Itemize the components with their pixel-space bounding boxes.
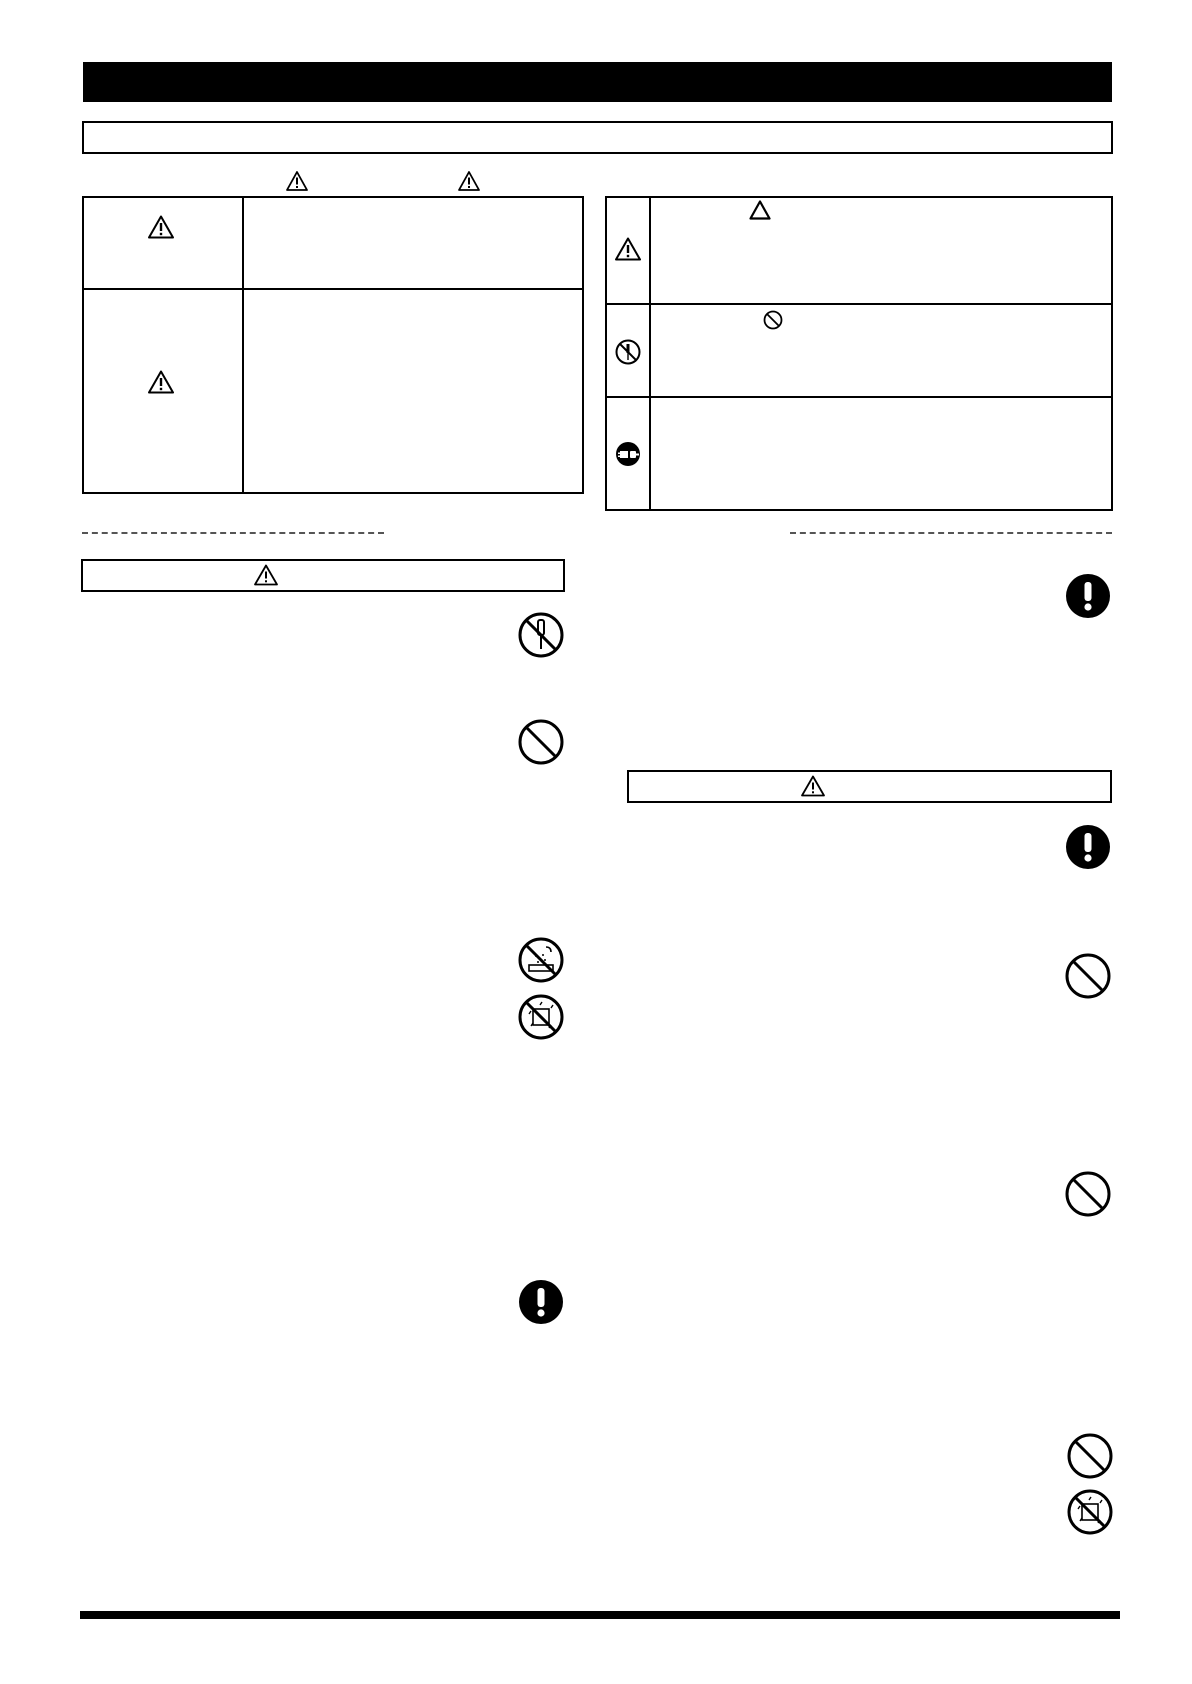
dashed-separator	[82, 532, 384, 534]
warning-heading-box	[81, 559, 565, 592]
caution-heading-box	[627, 770, 1112, 803]
symbols-table-divider	[649, 197, 651, 510]
mandatory-exclamation-icon	[1064, 823, 1112, 871]
mandatory-exclamation-icon	[1064, 572, 1112, 620]
warning-caution-legend-table	[82, 196, 584, 494]
prohibition-circle-icon	[1064, 952, 1112, 1000]
prohibition-circle-icon	[1064, 1170, 1112, 1218]
prohibition-circle-icon	[762, 309, 784, 331]
prohibition-circle-icon	[1066, 1432, 1114, 1480]
unplug-icon	[614, 440, 642, 468]
caution-icon	[457, 170, 481, 192]
warning-icon	[147, 214, 175, 240]
no-disassemble-icon	[517, 611, 565, 659]
caution-icon	[147, 369, 175, 395]
caution-icon	[800, 774, 826, 798]
warning-icon	[285, 170, 309, 192]
no-disassemble-icon	[614, 338, 642, 366]
no-wet-hands-icon	[1066, 1488, 1114, 1536]
symbols-table-row-divider	[606, 396, 1112, 398]
header-banner	[83, 62, 1112, 102]
symbols-table-row-divider	[606, 303, 1112, 305]
footer-rule	[80, 1611, 1120, 1619]
triangle-outline-icon	[748, 199, 772, 221]
legend-table-row-divider	[83, 288, 583, 290]
prohibition-circle-icon	[517, 718, 565, 766]
no-wet-hands-icon	[517, 993, 565, 1041]
warning-icon	[614, 236, 642, 262]
dashed-separator	[790, 532, 1112, 534]
no-water-spray-icon	[517, 936, 565, 984]
legend-table-divider	[242, 197, 244, 493]
symbols-legend-table	[605, 196, 1113, 511]
warning-icon	[253, 563, 279, 587]
section-title-box	[82, 121, 1113, 154]
mandatory-exclamation-icon	[517, 1278, 565, 1326]
